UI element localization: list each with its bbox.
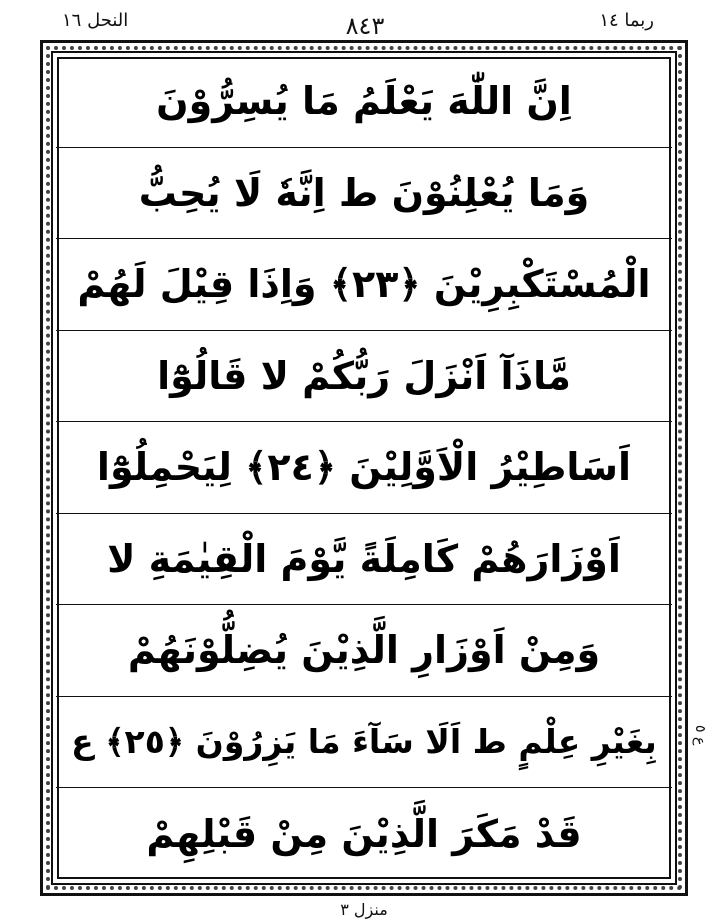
verse-line-5 xyxy=(56,422,672,514)
page-number: ٨٤٣ xyxy=(345,12,385,40)
verse-lines xyxy=(56,56,672,880)
margin-note: ع ٥ xyxy=(692,725,708,746)
verse-text: اَسَاطِيْرُ الْاَوَّلِيْنَ ﴿٢٤﴾ لِيَحْمِلُوْٓا xyxy=(96,445,632,490)
verse-line-8 xyxy=(56,697,672,789)
verse-line-2 xyxy=(56,148,672,240)
page-header xyxy=(0,0,728,40)
verse-text: اِنَّ اللّٰهَ يَعْلَمُ مَا يُسِرُّوْنَ xyxy=(156,79,572,124)
verse-line-7 xyxy=(56,605,672,697)
verse-text: وَمِنْ اَوْزَارِ الَّذِيْنَ يُضِلُّوْنَهُمْ xyxy=(127,628,601,673)
verse-line-6 xyxy=(56,514,672,606)
verse-line-4 xyxy=(56,331,672,423)
verse-text: قَدْ مَكَرَ الَّذِيْنَ مِنْ قَبْلِهِمْ xyxy=(146,811,582,856)
verse-text: اَوْزَارَهُمْ كَامِلَةً يَّوْمَ الْقِيٰمَةِ لا xyxy=(107,536,621,581)
verse-text: الْمُسْتَكْبِرِيْنَ ﴿٢٣﴾ وَاِذَا قِيْلَ لَهُمْ xyxy=(77,262,651,307)
surah-name: النحل ١٦ xyxy=(62,10,129,31)
verse-line-9 xyxy=(56,788,672,880)
verse-line-1 xyxy=(56,56,672,148)
verse-line-3 xyxy=(56,239,672,331)
verse-text: مَّاذَآ اَنْزَلَ رَبُّكُمْ لا قَالُوْٓا xyxy=(157,353,571,398)
verse-text: وَمَا يُعْلِنُوْنَ ط اِنَّهٗ لَا يُحِبُّ xyxy=(138,170,590,215)
para-name: ربما ١٤ xyxy=(599,10,654,31)
verse-text: بِغَيْرِ عِلْمٍ ط اَلَا سَآءَ مَا يَزِرُوْنَ ﴿٢٥﴾ ع xyxy=(71,722,657,762)
manzil-footer: منزل ٣ xyxy=(340,900,388,919)
